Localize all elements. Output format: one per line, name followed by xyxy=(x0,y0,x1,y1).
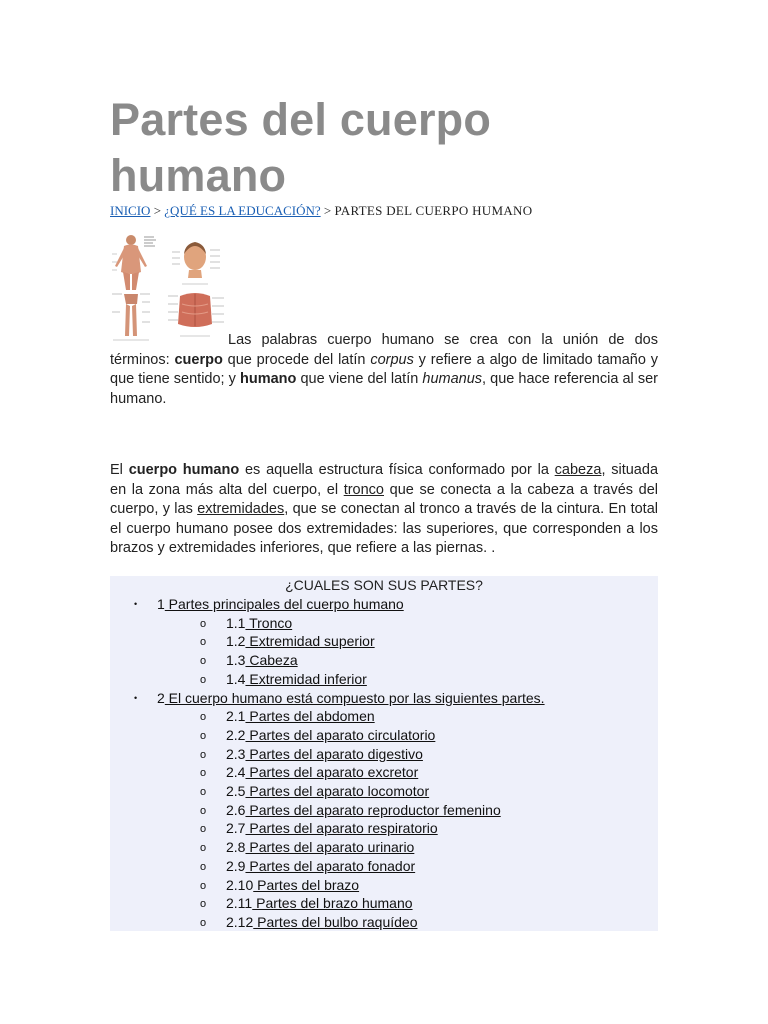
back-view-figure-image xyxy=(112,235,156,290)
breadcrumb-separator: > xyxy=(323,203,332,218)
sub-bullet-icon: o xyxy=(200,748,207,761)
toc-item[interactable] xyxy=(134,595,404,613)
toc-item[interactable] xyxy=(200,857,416,875)
bullet-icon: • xyxy=(134,599,138,609)
intro-text: , que hace referencia al ser humano. xyxy=(110,371,658,407)
body-text: , que se conectan al tronco a través de la cintura. En total el cuerpo humano posee dos extremidades: las superiores, que corresponden a los brazos y extremidades inferiores, que refiere a las piernas. . xyxy=(110,501,658,557)
sub-bullet-icon: o xyxy=(200,617,207,630)
breadcrumb-separator: > xyxy=(153,203,162,218)
intro-text: Las palabras cuerpo humano se crea con la unión de dos términos: xyxy=(110,332,658,368)
toc-item-number: 2.7 xyxy=(226,820,246,837)
toc-item-number: 2.3 xyxy=(226,745,246,762)
sub-bullet-icon: o xyxy=(200,655,207,668)
toc-item-link[interactable]: Partes del abdomen xyxy=(245,708,375,725)
body-text: , situada en la zona más alta del cuerpo, el xyxy=(110,462,659,498)
toc-item-link[interactable]: Extremidad superior xyxy=(245,633,375,650)
toc-item[interactable] xyxy=(200,913,418,931)
intro-text: que viene del latín xyxy=(296,371,423,388)
toc-item-link[interactable]: Partes principales del cuerpo humano xyxy=(164,596,404,612)
toc-item[interactable] xyxy=(200,782,430,800)
torso-muscles-image xyxy=(168,293,224,336)
intro-latin-humanus: humanus xyxy=(422,371,483,388)
tronco-link[interactable]: tronco xyxy=(343,481,384,498)
anatomy-thumbnails-image xyxy=(110,232,230,344)
toc-item-number: 2.6 xyxy=(226,801,246,818)
body-text: es aquella estructura física conformado por la xyxy=(239,462,555,478)
breadcrumb-home-link[interactable]: INICIO xyxy=(110,203,151,218)
toc-item-link[interactable]: Partes del aparato respiratorio xyxy=(245,820,438,837)
sub-bullet-icon: o xyxy=(200,636,207,649)
toc-item-link[interactable]: Cabeza xyxy=(245,652,298,669)
toc-item[interactable] xyxy=(200,876,360,894)
toc-item[interactable] xyxy=(200,670,367,688)
sub-bullet-icon: o xyxy=(200,673,207,686)
toc-item-link[interactable]: Partes del aparato digestivo xyxy=(245,745,423,762)
intro-term-humano: humano xyxy=(239,371,297,388)
toc-item[interactable] xyxy=(200,745,423,763)
body-term-cuerpo-humano: cuerpo humano xyxy=(128,462,240,478)
toc-item-number: 2.5 xyxy=(226,783,246,799)
toc-item[interactable] xyxy=(200,726,436,744)
body-text: que se conecta a la cabeza a través del cuerpo, y las xyxy=(110,481,658,518)
toc-item-link[interactable]: Extremidad inferior xyxy=(245,670,367,687)
toc-item-link[interactable]: Partes del bulbo raquídeo xyxy=(253,913,418,930)
toc-item-link[interactable]: Partes del brazo xyxy=(253,876,360,893)
sub-bullet-icon: o xyxy=(200,916,207,929)
toc-item[interactable] xyxy=(200,614,293,632)
toc-item-number: 1.1 xyxy=(226,614,246,631)
toc-item-number: 2.1 xyxy=(226,708,246,725)
toc-item-number: 2.4 xyxy=(226,764,246,781)
toc-item-number: 1 xyxy=(157,596,165,612)
breadcrumb-parent-link[interactable]: ¿QUÉ ES LA EDUCACIÓN? xyxy=(164,203,321,218)
bullet-icon: • xyxy=(134,692,138,703)
sub-bullet-icon: o xyxy=(200,842,207,855)
sub-bullet-icon: o xyxy=(200,711,207,724)
intro-text: y refiere a algo de limitado tamaño y que tiene sentido; y xyxy=(110,351,658,388)
sub-bullet-icon: o xyxy=(200,823,207,836)
toc-item[interactable] xyxy=(200,801,501,819)
sub-bullet-icon: o xyxy=(200,729,207,742)
toc-item-number: 1.4 xyxy=(226,670,246,687)
toc-title: ¿CUALES SON SUS PARTES? xyxy=(285,577,483,593)
toc-item-link[interactable]: Partes del aparato urinario xyxy=(245,839,415,856)
toc-item-number: 2.8 xyxy=(226,839,246,856)
toc-item-link[interactable]: El cuerpo humano está compuesto por las siguientes partes. xyxy=(164,689,545,706)
toc-item-number: 2.9 xyxy=(226,857,246,874)
body-text: El xyxy=(110,462,129,478)
toc-item-link[interactable]: Tronco xyxy=(245,614,293,631)
toc-item-link[interactable]: Partes del aparato circulatorio xyxy=(245,726,436,743)
head-figure-image xyxy=(172,242,220,284)
toc-item-number: 1.2 xyxy=(226,633,246,650)
toc-item-number: 2 xyxy=(157,689,165,706)
table-of-contents xyxy=(110,576,658,931)
sub-bullet-icon: o xyxy=(200,879,207,892)
toc-item[interactable] xyxy=(200,838,415,856)
toc-item-number: 1.3 xyxy=(226,652,246,669)
toc-item-number: 2.11 xyxy=(226,895,253,912)
intro-term-cuerpo: cuerpo xyxy=(174,351,223,368)
toc-item-link[interactable]: Partes del brazo humano xyxy=(252,895,413,912)
sub-bullet-icon: o xyxy=(200,860,207,873)
body-paragraph xyxy=(110,461,658,559)
toc-item[interactable] xyxy=(200,894,413,912)
page-title: Partes del cuerpo humano xyxy=(110,94,492,201)
toc-item[interactable] xyxy=(200,707,375,725)
intro-latin-corpus: corpus xyxy=(370,351,414,368)
toc-item[interactable] xyxy=(134,689,545,707)
sub-bullet-icon: o xyxy=(200,786,207,798)
toc-item-number: 2.12 xyxy=(226,913,254,930)
toc-item[interactable] xyxy=(200,651,298,669)
toc-item-link[interactable]: Partes del aparato reproductor femenino xyxy=(245,801,501,818)
toc-item-link[interactable]: Partes del aparato excretor xyxy=(245,764,419,781)
toc-item-link[interactable]: Partes del aparato locomotor xyxy=(245,783,430,799)
toc-item[interactable] xyxy=(200,632,375,650)
sub-bullet-icon: o xyxy=(200,898,207,911)
toc-item-number: 2.10 xyxy=(226,876,254,893)
toc-item-number: 2.2 xyxy=(226,726,246,743)
toc-item[interactable] xyxy=(200,819,438,837)
cabeza-link[interactable]: cabeza xyxy=(554,462,602,478)
intro-text: que procede del latín xyxy=(222,351,371,368)
extremidades-link[interactable]: extremidades xyxy=(197,501,285,518)
intro-paragraph xyxy=(110,331,658,409)
toc-item[interactable] xyxy=(200,763,419,781)
sub-bullet-icon: o xyxy=(200,804,207,817)
toc-item-link[interactable]: Partes del aparato fonador xyxy=(245,857,416,874)
breadcrumb-current: PARTES DEL CUERPO HUMANO xyxy=(334,203,533,218)
sub-bullet-icon: o xyxy=(200,767,207,780)
breadcrumb xyxy=(110,203,670,219)
